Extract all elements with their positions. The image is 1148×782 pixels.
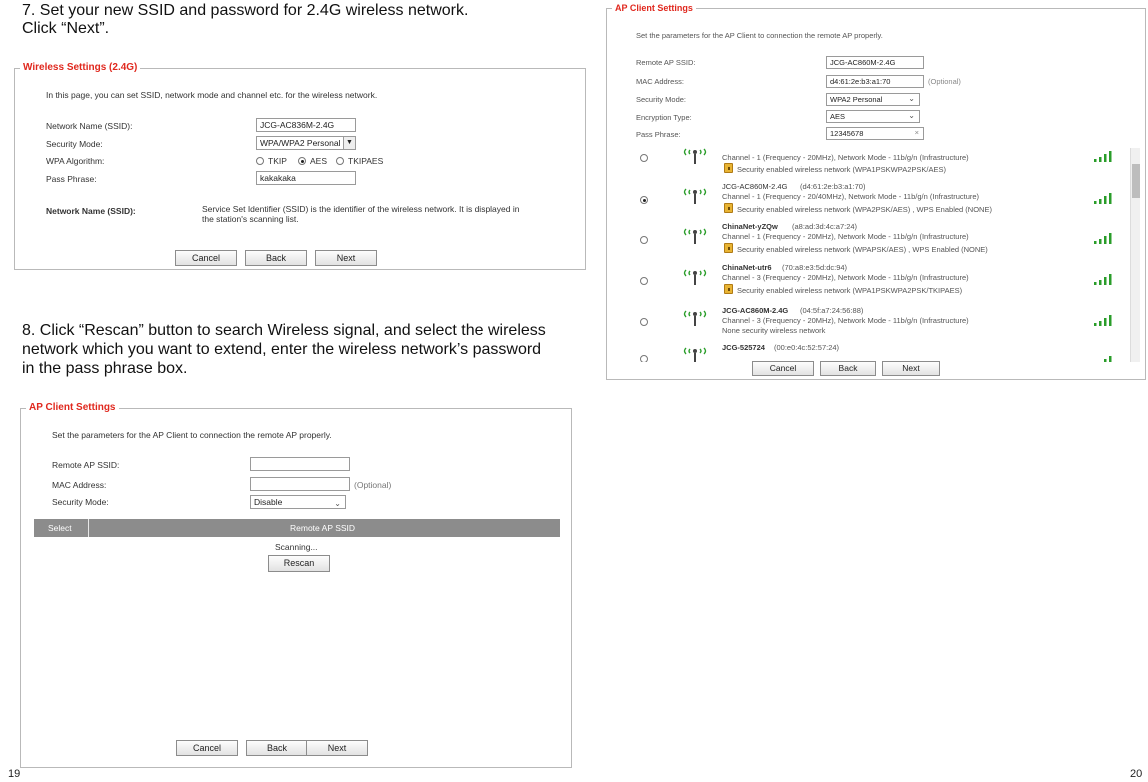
optional-hint: (Optional) — [354, 480, 392, 490]
cancel-button[interactable]: Cancel — [176, 740, 238, 756]
step8-text: 8. Click “Rescan” button to search Wireless signal, and select the wireless — [22, 322, 546, 339]
network-channel: Channel - 1 (Frequency - 20MHz), Network Mode - 11b/g/n (Infrastructure) — [722, 153, 969, 162]
network-mac: (70:a8:e3:5d:dc:94) — [782, 263, 848, 272]
network-security: Security enabled wireless network (WPA2PSK/AES) , WPS Enabled (NONE) — [737, 205, 992, 214]
cancel-button[interactable]: Cancel — [752, 361, 814, 376]
security-mode-label-right: Security Mode: — [636, 95, 687, 104]
signal-strength-icon — [1094, 314, 1116, 326]
network-list — [622, 146, 1140, 362]
remote-ssid-input[interactable] — [250, 457, 350, 471]
network-mac: (04:5f:a7:24:56:88) — [800, 306, 864, 315]
network-security: None security wireless network — [722, 326, 826, 335]
network-channel: Channel - 3 (Frequency - 20MHz), Network Mode - 11b/g/n (Infrastructure) — [722, 273, 969, 282]
network-radio[interactable] — [640, 154, 648, 162]
network-security: Security enabled wireless network (WPA1PSKWPA2PSK/AES) — [737, 165, 946, 174]
tkipaes-label: TKIPAES — [348, 156, 384, 166]
scan-table-header — [34, 519, 560, 537]
network-mac: (00:e0:4c:52:57:24) — [774, 343, 840, 352]
network-radio[interactable] — [640, 318, 648, 326]
network-channel: Channel - 1 (Frequency - 20MHz), Network Mode - 11b/g/n (Infrastructure) — [722, 232, 969, 241]
wireless-intro: In this page, you can set SSID, network mode and channel etc. for the wireless network. — [46, 90, 378, 100]
help-ssid-text: Service Set Identifier (SSID) is the identifier of the wireless network. It is displayed in — [202, 204, 520, 214]
ssid-input[interactable]: JCG-AC836M-2.4G — [256, 118, 356, 132]
network-channel: Channel - 1 (Frequency - 20/40MHz), Network Mode - 11b/g/n (Infrastructure) — [722, 192, 980, 201]
network-name: JCG-AC860M-2.4G — [722, 182, 788, 191]
ap-client-legend-right: AP Client Settings — [612, 3, 696, 13]
network-mac: (d4:61:2e:b3:a1:70) — [800, 182, 866, 191]
network-channel: Channel - 3 (Frequency - 20MHz), Network Mode - 11b/g/n (Infrastructure) — [722, 316, 969, 325]
security-mode-value-ap: Disable — [254, 497, 283, 507]
wifi-antenna-icon — [680, 308, 710, 326]
pass-phrase-label: Pass Phrase: — [46, 174, 97, 184]
encryption-type-value: AES — [830, 112, 846, 121]
scanning-status: Scanning... — [275, 542, 318, 552]
ssid-label: Network Name (SSID): — [46, 121, 133, 131]
security-mode-select-ap[interactable] — [250, 495, 346, 509]
chevron-down-icon: ▼ — [343, 137, 355, 149]
lock-icon — [724, 163, 733, 173]
wifi-antenna-icon — [680, 226, 710, 244]
pass-phrase-value: 12345678 — [830, 129, 864, 138]
ap-intro: Set the parameters for the AP Client to connection the remote AP properly. — [52, 430, 332, 440]
network-radio[interactable] — [640, 196, 648, 204]
next-button[interactable]: Next — [315, 250, 377, 266]
network-row[interactable] — [622, 222, 1140, 260]
lock-icon — [724, 243, 733, 253]
step7-text: 7. Set your new SSID and password for 2.4G wireless network. — [22, 2, 469, 19]
mac-address-label-right: MAC Address: — [636, 77, 684, 86]
network-radio[interactable] — [640, 236, 648, 244]
network-row[interactable] — [622, 341, 1140, 362]
pass-phrase-label-right: Pass Phrase: — [636, 130, 681, 139]
ap-client-legend: AP Client Settings — [26, 402, 119, 413]
col-select: Select — [48, 523, 72, 533]
step8-text-3: in the pass phrase box. — [22, 360, 188, 377]
network-name: JCG-525724 — [722, 343, 765, 352]
network-radio[interactable] — [640, 355, 648, 362]
rescan-button[interactable]: Rescan — [268, 555, 330, 572]
network-name: JCG-AC860M-2.4G — [722, 306, 789, 315]
wireless-settings-legend: Wireless Settings (2.4G) — [20, 62, 140, 73]
security-mode-label-ap: Security Mode: — [52, 497, 109, 507]
network-row[interactable] — [622, 182, 1140, 220]
wifi-antenna-icon — [680, 267, 710, 285]
security-mode-value: WPA/WPA2 Personal — [260, 138, 341, 148]
aes-label: AES — [310, 156, 328, 166]
cancel-button[interactable]: Cancel — [175, 250, 237, 266]
signal-strength-icon — [1094, 150, 1116, 162]
radio-tkip[interactable] — [256, 157, 264, 165]
mac-address-input-right[interactable]: d4:61:2e:b3:a1:70 — [826, 75, 924, 88]
clear-icon[interactable]: × — [914, 128, 919, 137]
remote-ssid-label: Remote AP SSID: — [52, 460, 120, 470]
encryption-type-label: Encryption Type: — [636, 113, 692, 122]
pass-phrase-input-right[interactable] — [826, 127, 924, 140]
tkip-label: TKIP — [268, 156, 287, 166]
remote-ssid-label-right: Remote AP SSID: — [636, 58, 696, 67]
list-scrollbar[interactable] — [1130, 148, 1140, 362]
wifi-antenna-icon — [680, 186, 710, 204]
chevron-down-icon: ⌄ — [334, 499, 341, 508]
radio-aes[interactable] — [298, 157, 306, 165]
security-mode-select-right[interactable] — [826, 93, 920, 106]
network-name: ChinaNet-yZQw — [722, 222, 778, 231]
signal-strength-icon — [1094, 192, 1116, 204]
step8-text-2: network which you want to extend, enter the wireless network’s password — [22, 341, 542, 358]
security-mode-value-right: WPA2 Personal — [830, 95, 883, 104]
help-ssid-label: Network Name (SSID): — [46, 206, 136, 216]
signal-strength-icon — [1094, 355, 1116, 362]
back-button[interactable]: Back — [246, 740, 308, 756]
network-security: Security enabled wireless network (WPA1PSKWPA2PSK/TKIPAES) — [737, 286, 963, 295]
security-mode-label: Security Mode: — [46, 139, 103, 149]
page-number-right: 20 — [1130, 768, 1143, 780]
pass-phrase-input[interactable]: kakakaka — [256, 171, 356, 185]
network-mac: (a8:ad:3d:4c:a7:24) — [792, 222, 858, 231]
col-remote-ssid: Remote AP SSID — [290, 523, 356, 533]
signal-strength-icon — [1094, 232, 1116, 244]
wifi-antenna-icon — [680, 146, 710, 164]
chevron-down-icon: ⌄ — [908, 111, 915, 120]
help-ssid-text-2: the station's scanning list. — [202, 214, 299, 224]
next-button[interactable]: Next — [306, 740, 368, 756]
back-button[interactable]: Back — [245, 250, 307, 266]
network-row[interactable] — [622, 263, 1140, 301]
security-mode-select[interactable] — [256, 136, 356, 150]
chevron-down-icon: ⌄ — [908, 94, 915, 103]
optional-hint-right: (Optional) — [928, 77, 961, 86]
scrollbar-thumb[interactable] — [1132, 164, 1140, 198]
network-radio[interactable] — [640, 277, 648, 285]
encryption-type-select[interactable] — [826, 110, 920, 123]
network-name: ChinaNet-utr6 — [722, 263, 772, 272]
mac-address-input[interactable] — [250, 477, 350, 491]
wpa-algorithm-label: WPA Algorithm: — [46, 156, 105, 166]
lock-icon — [724, 284, 733, 294]
page-number-left: 19 — [8, 768, 21, 780]
ap-intro-right: Set the parameters for the AP Client to connection the remote AP properly. — [636, 31, 883, 40]
lock-icon — [724, 203, 733, 213]
radio-tkipaes[interactable] — [336, 157, 344, 165]
network-security: Security enabled wireless network (WPAPSK/AES) , WPS Enabled (NONE) — [737, 245, 988, 254]
back-button[interactable]: Back — [820, 361, 876, 376]
network-row[interactable] — [622, 146, 1140, 182]
step7-text-2: Click “Next”. — [22, 20, 110, 37]
next-button[interactable]: Next — [882, 361, 940, 376]
signal-strength-icon — [1094, 273, 1116, 285]
remote-ssid-input-right[interactable]: JCG-AC860M-2.4G — [826, 56, 924, 69]
mac-address-label: MAC Address: — [52, 480, 107, 490]
network-row[interactable] — [622, 304, 1140, 338]
wifi-antenna-icon — [680, 345, 710, 362]
